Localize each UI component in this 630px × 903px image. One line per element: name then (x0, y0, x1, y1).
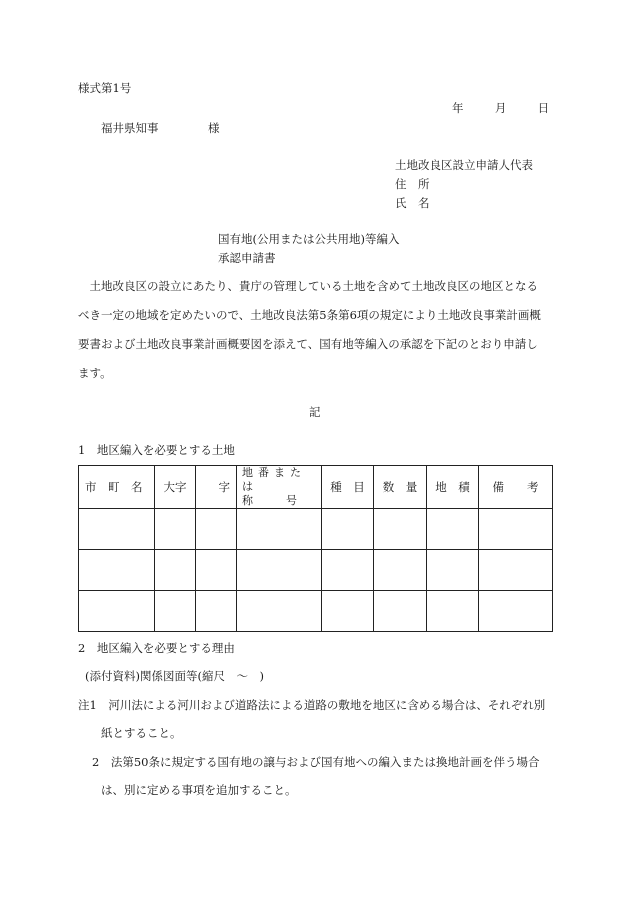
header-remarks: 備 考 (479, 466, 553, 509)
table-cell[interactable] (322, 509, 374, 550)
table-cell[interactable] (79, 591, 155, 632)
header-oaza: 大字 (155, 466, 196, 509)
table-cell[interactable] (427, 591, 479, 632)
addressee-honorific: 様 (208, 121, 220, 135)
note-1-line-1: 注1 河川法による河川および道路法による道路の敷地を地区に含める場合は、それぞれ別 (78, 698, 546, 712)
header-lot-line1: 地番または (242, 466, 306, 493)
date-day-label: 日 (537, 101, 550, 115)
header-type: 種 目 (322, 466, 374, 509)
table-header-row (79, 466, 553, 509)
header-lot-number (237, 466, 322, 509)
note-1-line-2: 紙とすること。 (101, 726, 182, 740)
header-lot-line2: 称 号 (242, 494, 297, 507)
table-cell[interactable] (374, 550, 427, 591)
body-line: ます。 (78, 366, 112, 380)
header-aza: 字 (196, 466, 237, 509)
section-2-heading: 2 地区編入を必要とする理由 (78, 641, 235, 655)
section-1-heading: 1 地区編入を必要とする土地 (78, 443, 235, 457)
table-cell[interactable] (427, 509, 479, 550)
addressee-name: 福井県知事 (101, 121, 159, 135)
note-2-line-1: 2 法第50条に規定する国有地の譲与および国有地への編入または換地計画を伴う場合 (92, 755, 540, 769)
table-row (79, 591, 553, 632)
applicant-name-label: 氏 名 (395, 196, 430, 210)
date-year-label: 年 (452, 101, 464, 115)
table-row (79, 550, 553, 591)
table-cell[interactable] (479, 591, 553, 632)
document-subtitle: 承認申請書 (218, 251, 276, 265)
table-cell[interactable] (374, 591, 427, 632)
applicant-title: 土地改良区設立申請人代表 (395, 158, 533, 172)
header-city: 市 町 名 (79, 466, 155, 509)
table-cell[interactable] (196, 550, 237, 591)
body-paragraph (78, 272, 541, 388)
date-line (452, 100, 549, 116)
table-cell[interactable] (155, 550, 196, 591)
header-category: 地 積 (427, 466, 479, 509)
land-table (78, 465, 553, 632)
attachment-line: (添付資料)関係図面等(縮尺 ～ ) (85, 669, 264, 683)
table-cell[interactable] (479, 509, 553, 550)
body-line: べき一定の地域を定めたいので、土地改良法第5条第6項の規定により土地改良事業計画概 (78, 308, 541, 322)
table-cell[interactable] (479, 550, 553, 591)
table-cell[interactable] (374, 509, 427, 550)
table-cell[interactable] (237, 591, 322, 632)
table-cell[interactable] (237, 509, 322, 550)
table-cell[interactable] (322, 550, 374, 591)
table-cell[interactable] (237, 550, 322, 591)
applicant-address-label: 住 所 (395, 177, 430, 191)
form-number: 様式第1号 (78, 81, 132, 95)
table-cell[interactable] (427, 550, 479, 591)
document-title: 国有地(公用または公共用地)等編入 (218, 232, 400, 246)
table-cell[interactable] (196, 509, 237, 550)
ki-heading: 記 (309, 405, 321, 419)
body-line: 要書および土地改良事業計画概要図を添えて、国有地等編入の承認を下記のとおり申請し (78, 337, 538, 351)
table-row (79, 509, 553, 550)
note-2-line-2: は、別に定める事項を追加すること。 (101, 783, 297, 797)
table-cell[interactable] (196, 591, 237, 632)
table-cell[interactable] (79, 550, 155, 591)
table-cell[interactable] (155, 591, 196, 632)
table-cell[interactable] (322, 591, 374, 632)
table-cell[interactable] (155, 509, 196, 550)
date-month-label: 月 (494, 101, 507, 115)
table-cell[interactable] (79, 509, 155, 550)
body-line: 土地改良区の設立にあたり、貴庁の管理している土地を含めて土地改良区の地区となる (78, 279, 538, 293)
header-quantity: 数 量 (374, 466, 427, 509)
